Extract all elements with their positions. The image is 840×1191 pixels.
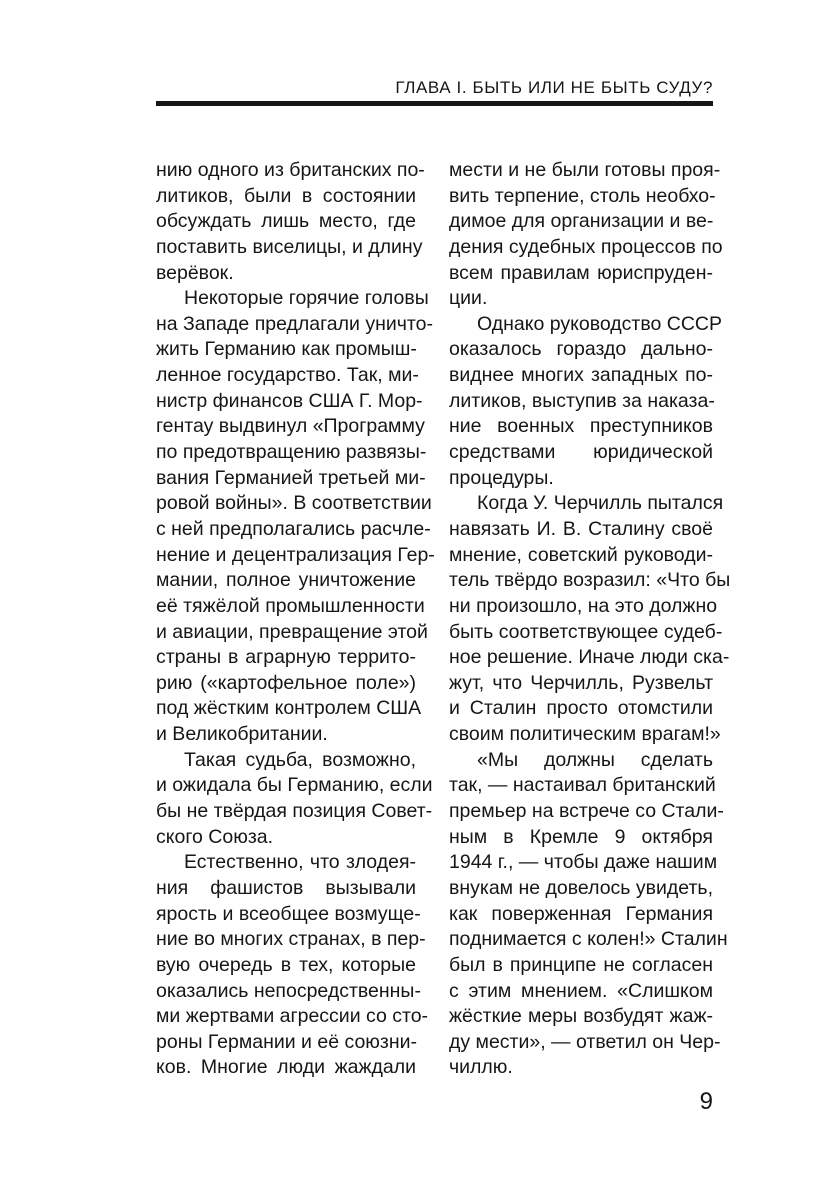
text-line: жут, что Черчилль, Рузвельт [449,671,713,694]
text-line: поднимается с колен!» Сталин [449,928,728,951]
header-rule [156,101,713,106]
text-line: всем правилам юриспруден- [449,261,713,284]
text-line: димое для организации и ве- [449,210,714,233]
text-line: ни произошло, на это должно [449,594,718,617]
text-line: страны в аграрную террито- [156,646,416,669]
running-header-title: ГЛАВА I. БЫТЬ ИЛИ НЕ БЫТЬ СУДУ? [395,78,713,97]
paragraph-first-line: Однако руководство СССР [477,312,722,335]
text-line: ровой войны». В соответствии [156,492,432,515]
text-line: чиллю. [449,1056,513,1079]
text-line: дения судебных процессов по [449,235,723,258]
text-line: роны Германии и её союзни- [156,1030,418,1053]
text-line: ное решение. Иначе люди ска- [449,646,730,669]
text-line: её тяжёлой промышленности [156,594,425,617]
text-line: нистр финансов США Г. Мор- [156,389,423,412]
text-line: литиков, выступив за наказа- [449,389,715,412]
text-line: тель твёрдо возразил: «Что бы [449,569,731,592]
text-line: премьер на встрече со Стали- [449,800,724,823]
text-line: верёвок. [156,261,234,284]
text-line: быть соответствующее судеб- [449,620,723,643]
text-line: процедуры. [449,466,554,489]
text-line: ков. Многие люди жаждали [156,1056,416,1079]
text-line: ным в Кремле 9 октября [449,825,713,848]
text-line: ду мести», — ответил он Чер- [449,1030,721,1053]
text-line: ленное государство. Так, ми- [156,364,419,387]
text-line: и Великобритании. [156,723,328,746]
text-line: и Сталин просто отомстили [449,697,713,720]
text-line: ние во многих странах, в пер- [156,928,426,951]
text-line: мнение, советский руководи- [449,543,713,566]
text-line: рию («картофельное поле») [156,671,416,694]
text-line: с ней предполагались расчле- [156,517,431,540]
text-line: и авиации, превращение этой [156,620,428,643]
paragraph-first-line: Некоторые горячие головы [184,287,429,310]
text-line: ярость и всеобщее возмуще- [156,902,421,925]
left-text-column [156,158,435,1081]
text-line: вить терпение, столь необхо- [449,184,716,207]
text-line: так, — настаивал британский [449,774,716,797]
text-line: был в принципе не согласен [449,953,713,976]
text-line: нию одного из британских по- [156,159,425,181]
text-line: под жёстким контролем США [156,697,422,720]
paragraph-first-line: Естественно, что злодея- [184,851,416,874]
text-line: нение и децентрализация Гер- [156,543,435,566]
paragraph-first-line: Такая судьба, возможно, [184,748,416,771]
text-line: мести и не были готовы проя- [449,159,721,181]
text-line: своим политическим врагам!» [449,723,721,746]
text-line: как поверженная Германия [449,902,713,925]
text-line: бы не твёрдая позиция Совет- [156,800,433,823]
text-line: ции. [449,287,488,310]
page-number: 9 [699,1088,713,1115]
text-line: внукам не довелось увидеть, [449,876,713,899]
right-text-column [449,158,731,1081]
paragraph-first-line: «Мы должны сделать [477,748,713,771]
text-line: навязать И. В. Сталину своё [449,517,713,540]
text-line: оказались непосредственны- [156,979,421,1002]
text-line: ми жертвами агрессии со сто- [156,1005,429,1028]
text-line: вания Германией третьей ми- [156,466,426,489]
text-line: на Западе предлагали уничто- [156,312,433,335]
text-line: ского Союза. [156,825,274,848]
text-line: обсуждать лишь место, где [156,210,416,233]
text-line: вую очередь в тех, которые [156,953,416,976]
text-line: жить Германию как промыш- [156,338,417,361]
text-line: средствами юридической [449,441,713,464]
text-line: жёсткие меры возбудят жаж- [449,1005,713,1028]
text-line: оказалось гораздо дально- [449,338,713,361]
text-line: и ожидала бы Германию, если [156,774,433,797]
paragraph-first-line: Когда У. Черчилль пытался [477,492,724,515]
text-line: с этим мнением. «Слишком [449,979,713,1002]
text-line: ние военных преступников [449,415,713,438]
text-line: 1944 г., — чтобы даже нашим [449,851,718,874]
text-line: по предотвращению развязы- [156,441,427,464]
text-line: гентау выдвинул «Программу [156,415,425,438]
text-line: виднее многих западных по- [449,364,713,387]
text-line: литиков, были в состоянии [156,184,416,207]
text-line: ния фашистов вызывали [156,876,416,899]
text-line: мании, полное уничтожение [156,569,416,592]
text-line: поставить виселицы, и длину [156,235,423,258]
